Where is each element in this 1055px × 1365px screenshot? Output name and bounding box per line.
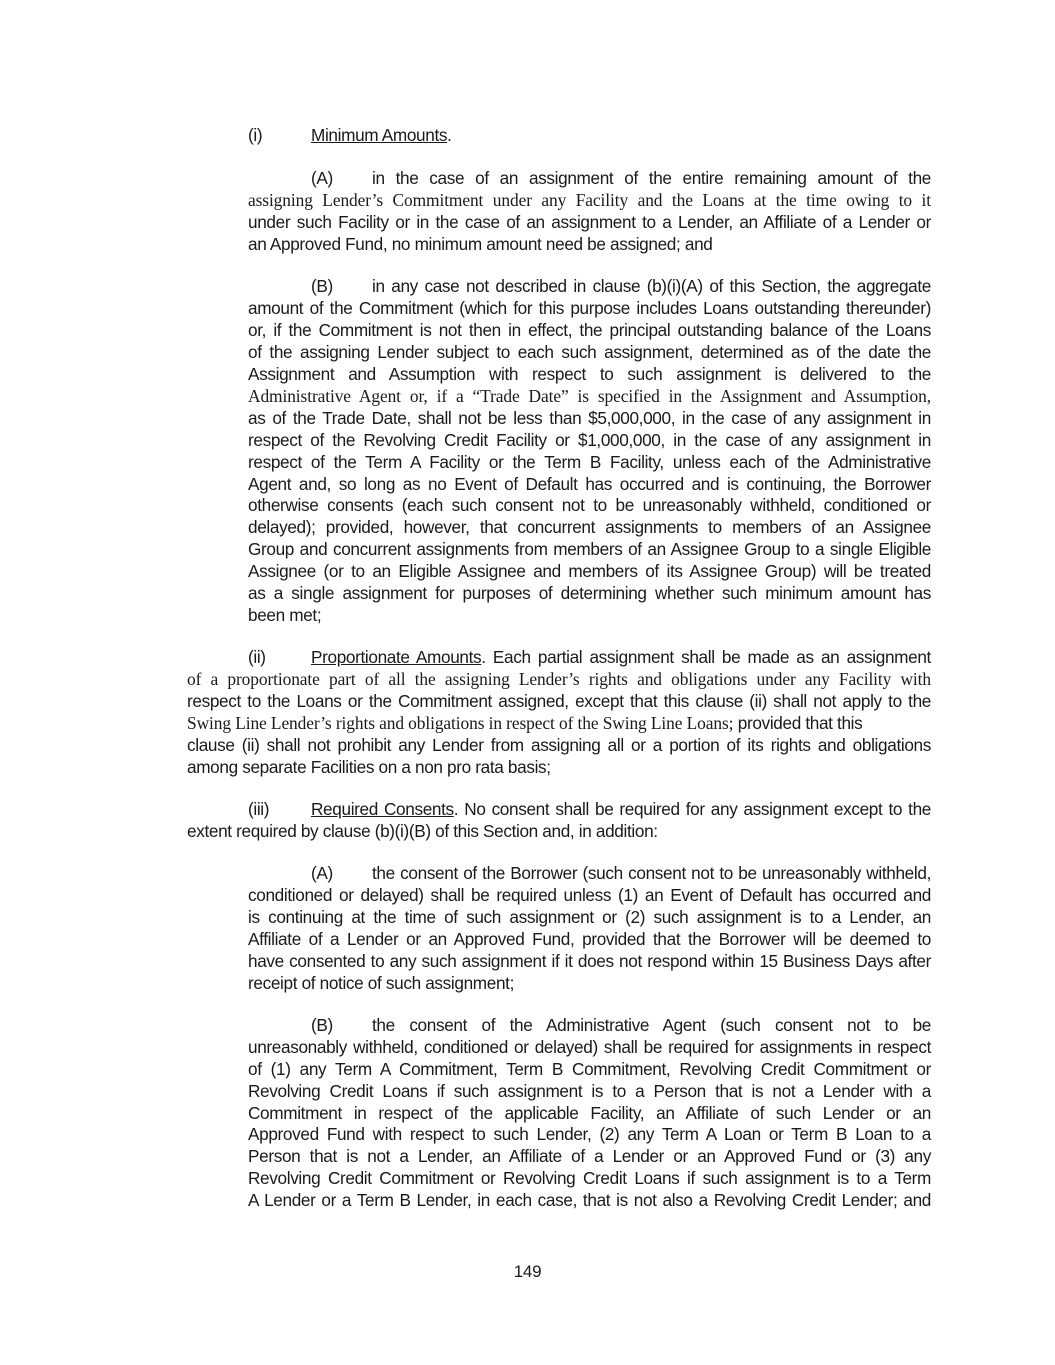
clause-iii-B-line-9: A Lender or a Term B Lender, in each case, that is not also a Revolving Credit Lender; and bbox=[248, 1190, 931, 1210]
section-ii-line-6: among separate Facilities on a non pro rata basis; bbox=[187, 757, 551, 777]
clause-iii-B-line-7: Person that is not a Lender, an Affiliate of a Lender or an Approved Fund or (3) any bbox=[248, 1146, 931, 1166]
section-i-heading: Minimum Amounts bbox=[311, 125, 448, 145]
clause-i-B-line-15: as a single assignment for purposes of determining whether such minimum amount has bbox=[248, 583, 931, 603]
section-iii-line-1 bbox=[311, 798, 931, 820]
clause-iii-B-label: (B) bbox=[311, 1015, 333, 1035]
clause-i-A-line-1: in the case of an assignment of the entire remaining amount of the bbox=[372, 168, 931, 188]
clause-i-B-line-9: respect of the Term A Facility or the Term B Facility, unless each of the Administrative bbox=[248, 452, 931, 472]
clause-i-B-line-16: been met; bbox=[248, 605, 322, 625]
clause-i-A-label: (A) bbox=[311, 168, 333, 188]
clause-iii-B-line-4: Revolving Credit Loans if such assignment is to a Person that is not a Lender with a bbox=[248, 1081, 931, 1101]
clause-i-B-line-4: of the assigning Lender subject to each such assignment, determined as of the date the bbox=[248, 342, 931, 362]
clause-i-B-line-7: as of the Trade Date, shall not be less than $5,000,000, in the case of any assignment in bbox=[248, 408, 931, 428]
section-iii-first-line-rest: . No consent shall be required for any assignment except to the bbox=[453, 799, 931, 819]
section-ii-line-4 bbox=[187, 712, 931, 734]
page-number: 149 bbox=[513, 1262, 542, 1281]
clause-i-B-line-3: or, if the Commitment is not then in effect, the principal outstanding balance of the Loans bbox=[248, 320, 931, 340]
clause-i-B-line-14: Assignee (or to an Eligible Assignee and members of its Assignee Group) will be treated bbox=[248, 561, 931, 581]
section-ii-line-4-serif: Swing Line Lender’s rights and obligations in respect of the Swing Line Loans; bbox=[187, 713, 734, 733]
clause-iii-A-line-4: Affiliate of a Lender or an Approved Fund, provided that the Borrower will be deemed to bbox=[248, 929, 931, 949]
clause-iii-A-line-5: have consented to any such assignment if it does not respond within 15 Business Days after bbox=[248, 951, 931, 971]
clause-i-B-line-6: Administrative Agent or, if a “Trade Date” is specified in the Assignment and Assumption, bbox=[248, 386, 931, 406]
clause-i-B-line-13: Group and concurrent assignments from members of an Assignee Group to a single Eligible bbox=[248, 539, 931, 559]
clause-i-A-line-3: under such Facility or in the case of an assignment to a Lender, an Affiliate of a Lender or bbox=[248, 212, 931, 232]
clause-i-B-line-10: Agent and, so long as no Event of Default has occurred and is continuing, the Borrower bbox=[248, 474, 931, 494]
clause-i-A-line-2: assigning Lender’s Commitment under any Facility and the Loans at the time owing to it bbox=[248, 190, 931, 210]
clause-iii-B-line-2: unreasonably withheld, conditioned or delayed) shall be required for assignments in respect bbox=[248, 1037, 931, 1057]
section-ii-label: (ii) bbox=[248, 647, 266, 667]
section-iii-line-2: extent required by clause (b)(i)(B) of this Section and, in addition: bbox=[187, 821, 658, 841]
section-ii-first-line-rest: . Each partial assignment shall be made as an assignment bbox=[481, 647, 931, 667]
clause-i-B-line-8: respect of the Revolving Credit Facility or $1,000,000, in the case of any assignment in bbox=[248, 430, 931, 450]
section-ii-heading: Proportionate Amounts bbox=[311, 647, 482, 667]
clause-iii-A-line-1: the consent of the Borrower (such consent not to be unreasonably withheld, bbox=[372, 863, 931, 883]
clause-i-B-line-11: otherwise consents (each such consent not to be unreasonably withheld, conditioned or bbox=[248, 495, 931, 515]
section-ii-line-5: clause (ii) shall not prohibit any Lender from assigning all or a portion of its rights and obligations bbox=[187, 735, 931, 755]
clause-i-B-line-12: delayed); provided, however, that concurrent assignments to members of an Assignee bbox=[248, 517, 931, 537]
clause-iii-B-line-3: of (1) any Term A Commitment, Term B Commitment, Revolving Credit Commitment or bbox=[248, 1059, 931, 1079]
clause-iii-A-line-2: conditioned or delayed) shall be required unless (1) an Event of Default has occurred and bbox=[248, 885, 931, 905]
clause-iii-B-line-5: Commitment in respect of the applicable Facility, an Affiliate of such Lender or an bbox=[248, 1103, 931, 1123]
section-ii-line-1 bbox=[311, 646, 931, 668]
clause-i-B-line-5: Assignment and Assumption with respect to such assignment is delivered to the bbox=[248, 364, 931, 384]
section-ii-line-2: of a proportionate part of all the assigning Lender’s rights and obligations under any Facility with bbox=[187, 669, 931, 689]
section-iii-label: (iii) bbox=[248, 799, 270, 819]
clause-iii-B-line-1: the consent of the Administrative Agent (such consent not to be bbox=[372, 1015, 931, 1035]
section-ii-line-4-rest: provided that this bbox=[733, 713, 863, 733]
clause-i-B-label: (B) bbox=[311, 276, 333, 296]
clause-iii-A-line-3: is continuing at the time of such assignment or (2) such assignment is to a Lender, an bbox=[248, 907, 931, 927]
clause-iii-A-line-6: receipt of notice of such assignment; bbox=[248, 973, 515, 993]
clause-i-B-line-1: in any case not described in clause (b)(i)(A) of this Section, the aggregate bbox=[372, 276, 931, 296]
clause-i-A-line-4: an Approved Fund, no minimum amount need be assigned; and bbox=[248, 234, 713, 254]
section-iii-heading: Required Consents bbox=[311, 799, 454, 819]
clause-iii-B-line-8: Revolving Credit Commitment or Revolving Credit Loans if such assignment is to a Term bbox=[248, 1168, 931, 1188]
clause-iii-A-label: (A) bbox=[311, 863, 333, 883]
section-i-heading-suffix: . bbox=[447, 125, 452, 145]
section-i-heading-line bbox=[311, 124, 452, 146]
section-ii-line-3: respect to the Loans or the Commitment assigned, except that this clause (ii) shall not apply to the bbox=[187, 691, 931, 711]
clause-iii-B-line-6: Approved Fund with respect to such Lender, (2) any Term A Loan or Term B Loan to a bbox=[248, 1124, 931, 1144]
section-i-label: (i) bbox=[248, 125, 263, 145]
clause-i-B-line-2: amount of the Commitment (which for this purpose includes Loans outstanding thereunder) bbox=[248, 298, 931, 318]
